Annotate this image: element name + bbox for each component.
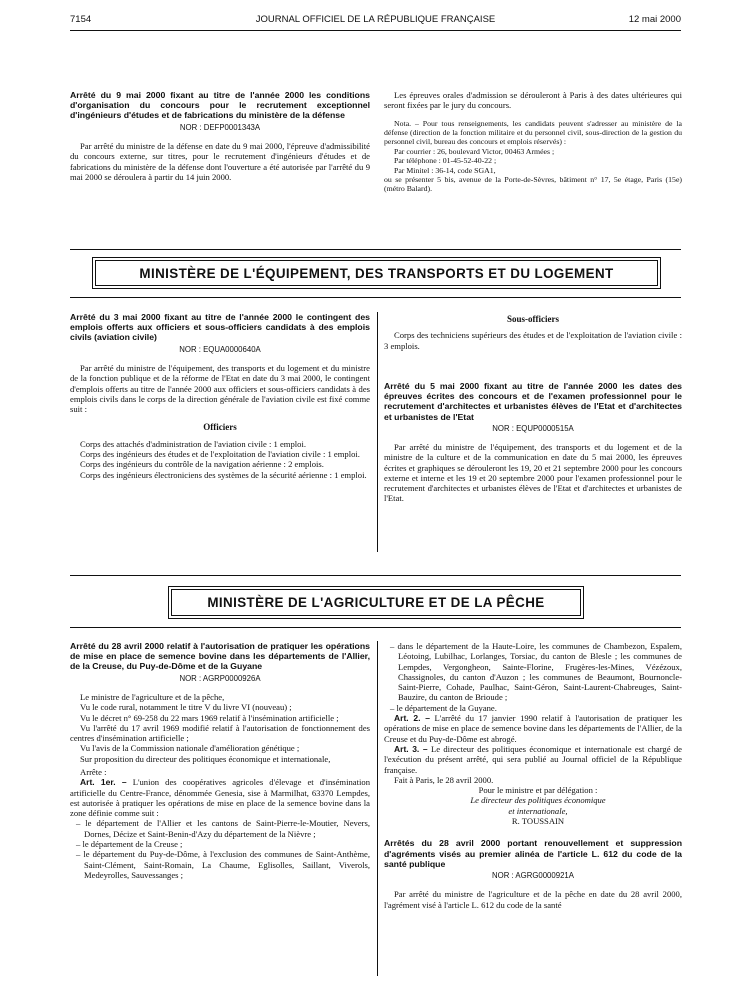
paragraph: Les épreuves orales d'admission se dérouleront à Paris à des dates ultérieures qui seront fixées par le jury du concours. bbox=[384, 90, 682, 111]
article-label: Art. 2. – bbox=[394, 713, 430, 724]
article-defense-left bbox=[70, 90, 370, 182]
separator-rule bbox=[70, 297, 681, 298]
page-number: 7154 bbox=[70, 14, 92, 25]
section-heading: Sous-officiers bbox=[507, 314, 559, 324]
article-aviation-cont bbox=[384, 312, 682, 504]
signature-line: Le directeur des politiques économique bbox=[470, 795, 606, 806]
paragraph: Corps des ingénieurs du contrôle de la navigation aérienne : 2 emplois. bbox=[80, 459, 324, 470]
column-rule bbox=[377, 312, 378, 552]
article-text: L'union des coopératives agricoles d'élevage et d'insémination artificielle du Centre-France, dénommée Genesia, sise à Marmilhat, 63370 Lempdes, est autorisée à pratiquer les opérations de mise en place de la semence bovine dans la zone définie comme suit : bbox=[70, 777, 370, 819]
ministry-title: MINISTÈRE DE L'ÉQUIPEMENT, DES TRANSPORTS ET DU LOGEMENT bbox=[95, 260, 658, 286]
signature-line: Pour le ministre et par délégation : bbox=[478, 785, 598, 796]
article-title: Arrêté du 28 avril 2000 relatif à l'autorisation de pratiquer les opérations de mise en place de semence bovine dans les départements de l'Allier, de la Creuse, du Puy-de-Dôme et de la Guyane bbox=[70, 641, 370, 672]
paragraph: Corps des attachés d'administration de l'aviation civile : 1 emploi. bbox=[80, 438, 307, 449]
arrete-line: Arrête : bbox=[80, 766, 107, 777]
article-1 bbox=[70, 777, 370, 818]
paragraph: Le ministre de l'agriculture et de la pêche, bbox=[80, 691, 225, 702]
ministry-banner bbox=[168, 586, 584, 619]
article-title: Arrêtés du 28 avril 2000 portant renouvellement et suppression d'agréments visés au premier alinéa de l'article L. 612 du code de la santé publique bbox=[384, 838, 682, 869]
column-rule bbox=[377, 641, 378, 976]
paragraph: Sur proposition du directeur des politiques économique et internationale, bbox=[80, 753, 331, 764]
article-title: Arrêté du 9 mai 2000 fixant au titre de l'année 2000 les conditions d'organisation du concours pour le recrutement exceptionnel d'ingénieurs d'études et de fabrications du ministère de la défense bbox=[70, 90, 370, 121]
article-semence bbox=[70, 641, 370, 880]
paragraph: Vu le décret n° 69-258 du 22 mars 1969 relatif à l'insémination artificielle ; bbox=[80, 712, 339, 723]
paragraph: Par arrêté du ministre de la défense en date du 9 mai 2000, l'épreuve d'admissibilité du concours externe, sur titres, pour le recrutement d'ingénieurs d'études et de fabrications du ministère de la défense dont l'ouverture a été autorisée par l'arrêté du 9 mai 2000 se déroulera à partir du 14 juin 2000. bbox=[70, 140, 370, 182]
page-header bbox=[70, 14, 681, 30]
paragraph: Corps des ingénieurs électroniciens des systèmes de la sécurité aérienne : 1 emploi. bbox=[80, 469, 367, 480]
nota-line: Par téléphone : 01-45-52-40-22 ; bbox=[394, 156, 497, 166]
paragraph: Vu le code rural, notamment le titre V du livre VI (nouveau) ; bbox=[80, 702, 292, 713]
paragraph: Corps des techniciens supérieurs des études et de l'exploitation de l'aviation civile : 3 emplois. bbox=[384, 330, 682, 351]
article-text: L'arrêté du 17 janvier 1990 relatif à l'autorisation de pratiquer les opérations de mise en place de semence bovine dans les départements de l'Allier, de la Creuse et du Puy-de-Dôme est abrogé. bbox=[384, 713, 682, 744]
list-item: – le département de la Guyane. bbox=[390, 702, 497, 713]
signature-line: et internationale, bbox=[508, 805, 568, 816]
nota-block bbox=[384, 119, 682, 194]
nota-text: Nota. – Pour tous renseignements, les candidats peuvent s'adresser au ministère de la défense (direction de la fonction militaire et du personnel civil, sous-direction de la gestion du personnel civil, bureau des concours et emplois réservés) : bbox=[384, 118, 682, 147]
article-text: Le directeur des politiques économique et internationale est chargé de l'exécution du présent arrêté, qui sera publié au Journal officiel de la République française. bbox=[384, 743, 682, 775]
ministry-banner bbox=[92, 257, 661, 289]
list-item: – le département de la Creuse ; bbox=[76, 839, 183, 850]
paragraph: Vu l'avis de la Commission nationale d'amélioration génétique ; bbox=[80, 743, 300, 754]
article-3 bbox=[384, 744, 682, 775]
article-semence-cont bbox=[384, 641, 682, 910]
paragraph: Par arrêté du ministre de l'agriculture et de la pêche en date du 28 avril 2000, l'agrément visé à l'article L. 612 du code de la santé bbox=[384, 889, 682, 910]
article-aviation bbox=[70, 312, 370, 480]
article-title: Arrêté du 5 mai 2000 fixant au titre de l'année 2000 les dates des épreuves écrites des concours et de l'examen professionnel pour le recrutement d'architectes et urbanistes élèves de l'Etat et d'architectes et urbanistes de l'Etat bbox=[384, 380, 682, 422]
list-item: – le département de l'Allier et les cantons de Saint-Pierre-le-Moutier, Nevers, Dornes, Décize et Saint-Benin-d'Azy du département de la Nièvre ; bbox=[76, 818, 370, 839]
list-item: – dans le département de la Haute-Loire, les communes de Chambezon, Espalem, Léotoing, Lubilhac, Lorlanges, Torsiac, du canton de Blesle ; les communes de Lempdes, Vergongheon, Sainte-Florine, Frugères-les-Mines, Vézézoux, Chassignoles, du canton d'Auzon ; les communes de Beaumont, Bournoncle-Saint-Pierre, Cohade, Paulhac, Saint-Géron, Saint-Laurent-Chabreuges, Saint-Bauzire, du canton de Brioude ; bbox=[390, 641, 682, 703]
paragraph: Corps des ingénieurs des études et de l'exploitation de l'aviation civile : 1 emploi. bbox=[80, 448, 360, 459]
article-defense-right bbox=[384, 90, 682, 194]
nor-reference: NOR : EQUP0000515A bbox=[492, 423, 574, 433]
separator-rule bbox=[70, 627, 681, 628]
signatory-name: R. TOUSSAIN bbox=[511, 816, 565, 827]
ministry-title: MINISTÈRE DE L'AGRICULTURE ET DE LA PÊCHE bbox=[171, 589, 581, 616]
article-label: Art. 1er. – bbox=[80, 777, 127, 788]
paragraph: Vu l'arrêté du 17 avril 1969 modifié relatif à l'autorisation de fonctionnement des centres d'insémination artificielle ; bbox=[70, 722, 370, 744]
paragraph: Par arrêté du ministre de l'équipement, des transports et du logement et du ministre de la fonction publique et de la réforme de l'Etat en date du 3 mai 2000, le contingent d'emplois offerts au titre de l'année 2000 aux officiers et sous-officiers candidats à des emplois civils dans le corps de la direction générale de l'aviation civile est fixé comme suit : bbox=[70, 362, 370, 415]
article-title: Arrêté du 3 mai 2000 fixant au titre de l'année 2000 le contingent des emplois offerts aux officiers et sous-officiers candidats à des emplois civils (aviation civile) bbox=[70, 312, 370, 343]
nor-reference: NOR : EQUA0000640A bbox=[179, 344, 261, 354]
nor-reference: NOR : DEFP0001343A bbox=[179, 122, 261, 132]
nor-reference: NOR : AGRG0000921A bbox=[492, 870, 574, 880]
list-item: – le département du Puy-de-Dôme, à l'exclusion des communes de Saint-Anthème, Saint-Clément, Saint-Romain, La Chaume, Eglisolles, Saillant, Viverols, Medeyrolles, Sauvessanges ; bbox=[76, 849, 370, 880]
issue-date: 12 mai 2000 bbox=[628, 14, 681, 25]
journal-title: JOURNAL OFFICIEL DE LA RÉPUBLIQUE FRANÇAISE bbox=[255, 14, 496, 25]
nota-line: Par courrier : 26, boulevard Victor, 00463 Armées ; bbox=[394, 146, 555, 156]
nor-reference: NOR : AGRP0000926A bbox=[179, 673, 261, 683]
nota-line: Par Minitel : 36-14, code SGA1, bbox=[394, 165, 496, 175]
fait-line: Fait à Paris, le 28 avril 2000. bbox=[394, 774, 494, 785]
article-label: Art. 3. – bbox=[394, 743, 428, 754]
separator-rule bbox=[70, 249, 681, 250]
section-heading: Officiers bbox=[203, 422, 237, 433]
header-rule bbox=[70, 30, 681, 31]
nota-line: ou se présenter 5 bis, avenue de la Porte-de-Sèvres, bâtiment n° 17, 5e étage, Paris (15e) (métro Balard). bbox=[384, 175, 682, 194]
article-2 bbox=[384, 713, 682, 744]
paragraph: Par arrêté du ministre de l'équipement, des transports et du logement et de la ministre de la culture et de la communication en date du 5 mai 2000, les épreuves écrites et graphiques se dérouleront les 19, 20 et 21 septembre 2000 pour les concours externe et interne et les 19 et 20 septembre 2000 pour l'examen professionnel pour le recrutement d'architectes et urbanistes élèves de l'Etat et d'architectes et urbanistes de l'Etat. bbox=[384, 442, 682, 504]
separator-rule bbox=[70, 575, 681, 576]
